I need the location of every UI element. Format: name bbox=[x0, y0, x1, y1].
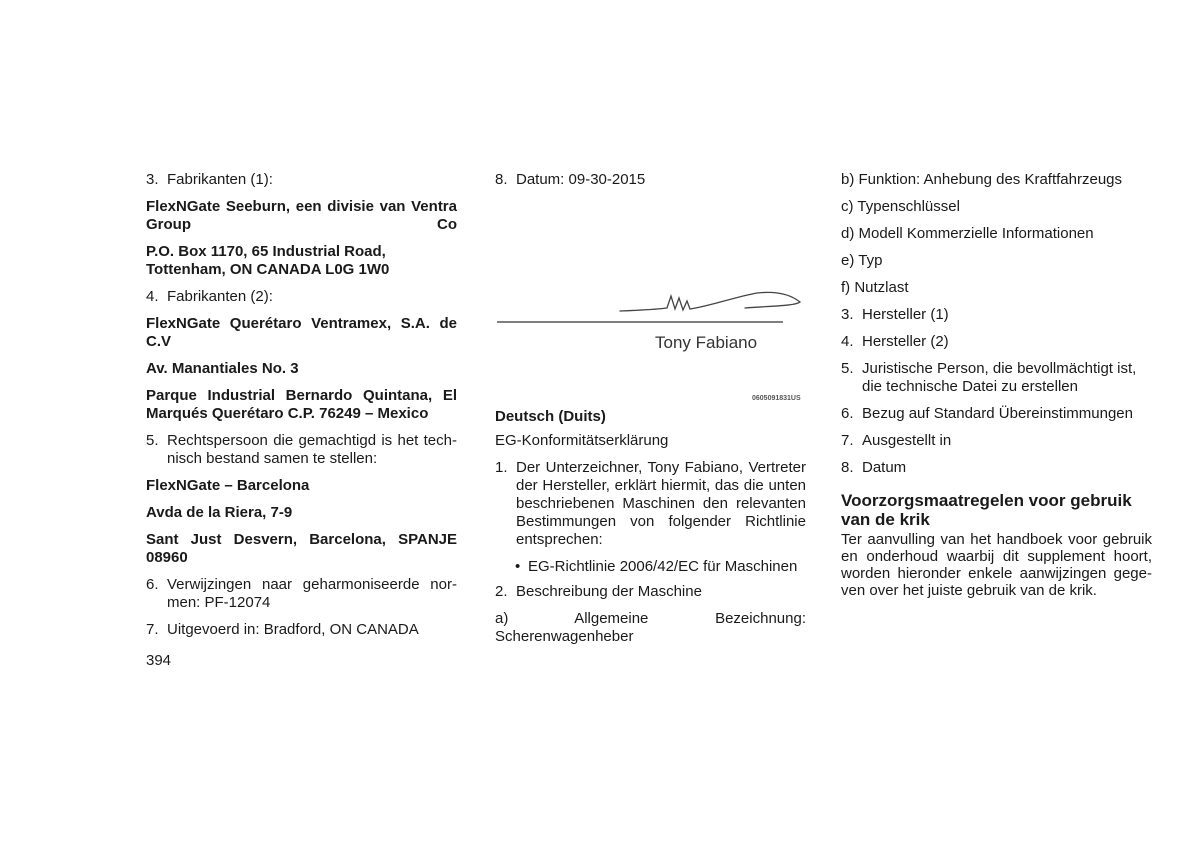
manufacturer-1-address: P.O. Box 1170, 65 Industrial Road, Tottenham, ON CANADA L0G 1W0 bbox=[146, 243, 390, 278]
manufacturer-2-name: FlexNGate Querétaro Ventramex, S.A. de C.V bbox=[146, 315, 457, 350]
list-item: 6. Verwijzingen naar geharmoniseerde normen: PF-12074 bbox=[146, 576, 457, 611]
item-a: a) Allgemeine Bezeichnung: Scherenwagenheber bbox=[495, 610, 806, 645]
list-item: 3. Hersteller (1) bbox=[841, 306, 949, 323]
column-middle bbox=[495, 171, 806, 655]
manufacturer-1-name: FlexNGate Seeburn, een divisie van Ventra Group Co bbox=[146, 198, 457, 233]
list-item: 1. Der Unterzeichner, Tony Fabiano, Vertreter der Hersteller, erklärt hiermit, das die unten beschriebenen Maschinen den relevanten Bestimmungen von folgender Richtlinie entsprechen: bbox=[495, 459, 806, 548]
list-item: 4. Hersteller (2) bbox=[841, 333, 949, 350]
list-item: 5. Juristische Person, die bevollmächtigt ist, die technische Datei zu erstellen bbox=[841, 360, 1137, 395]
list-item: 8. Datum: 09-30-2015 bbox=[495, 171, 646, 188]
list-item: 7. Ausgestellt in bbox=[841, 432, 952, 449]
column-right bbox=[841, 171, 1152, 608]
signature-icon bbox=[495, 198, 806, 338]
list-item: 3. Fabrikanten (1): bbox=[146, 171, 273, 188]
column-left bbox=[146, 171, 457, 648]
section-subtitle: EG-Konformitätserklärung bbox=[495, 432, 669, 449]
list-item: 8. Datum bbox=[841, 459, 907, 476]
manufacturer-2-street: Av. Manantiales No. 3 bbox=[146, 360, 299, 377]
signature-image bbox=[495, 198, 806, 408]
item-e: e) Typ bbox=[841, 252, 883, 269]
list-item: 5. Rechtspersoon die gemachtigd is het technisch bestand samen te stellen: bbox=[146, 432, 457, 467]
list-item: 7. Uitgevoerd in: Bradford, ON CANADA bbox=[146, 621, 419, 638]
list-item: 2. Beschreibung der Maschine bbox=[495, 583, 702, 600]
paragraph: Ter aanvulling van het handboek voor gebruik en onderhoud waarbij dit supplement hoort, worden hieronder enkele aanwijzingen gegeven over het juiste gebruik van de krik. bbox=[841, 531, 1152, 599]
legal-person-city: Sant Just Desvern, Barcelona, SPANJE 08960 bbox=[146, 531, 457, 566]
list-item: 4. Fabrikanten (2): bbox=[146, 288, 273, 305]
item-f: f) Nutzlast bbox=[841, 279, 909, 296]
legal-person-name: FlexNGate – Barcelona bbox=[146, 477, 310, 494]
signature-name: Tony Fabiano bbox=[655, 333, 758, 352]
bullet-icon: • bbox=[515, 558, 521, 575]
item-d: d) Modell Kommerzielle Informationen bbox=[841, 225, 1094, 242]
image-code: 0605091831US bbox=[752, 395, 801, 402]
item-c: c) Typenschlüssel bbox=[841, 198, 960, 215]
section-heading: Voorzorgsmaatregelen voor gebruik van de krik bbox=[841, 491, 1132, 529]
list-item: 6. Bezug auf Standard Übereinstimmungen bbox=[841, 405, 1133, 422]
legal-person-street: Avda de la Riera, 7-9 bbox=[146, 504, 293, 521]
item-b: b) Funktion: Anhebung des Kraftfahrzeugs bbox=[841, 171, 1123, 188]
bullet-item: • EG-Richtlinie 2006/42/EC für Maschinen bbox=[515, 558, 798, 575]
manufacturer-2-park: Parque Industrial Bernardo Quintana, El Marqués Querétaro C.P. 76249 – Mexico bbox=[146, 387, 457, 422]
page-number: 394 bbox=[146, 652, 172, 669]
section-title: Deutsch (Duits) bbox=[495, 408, 606, 425]
